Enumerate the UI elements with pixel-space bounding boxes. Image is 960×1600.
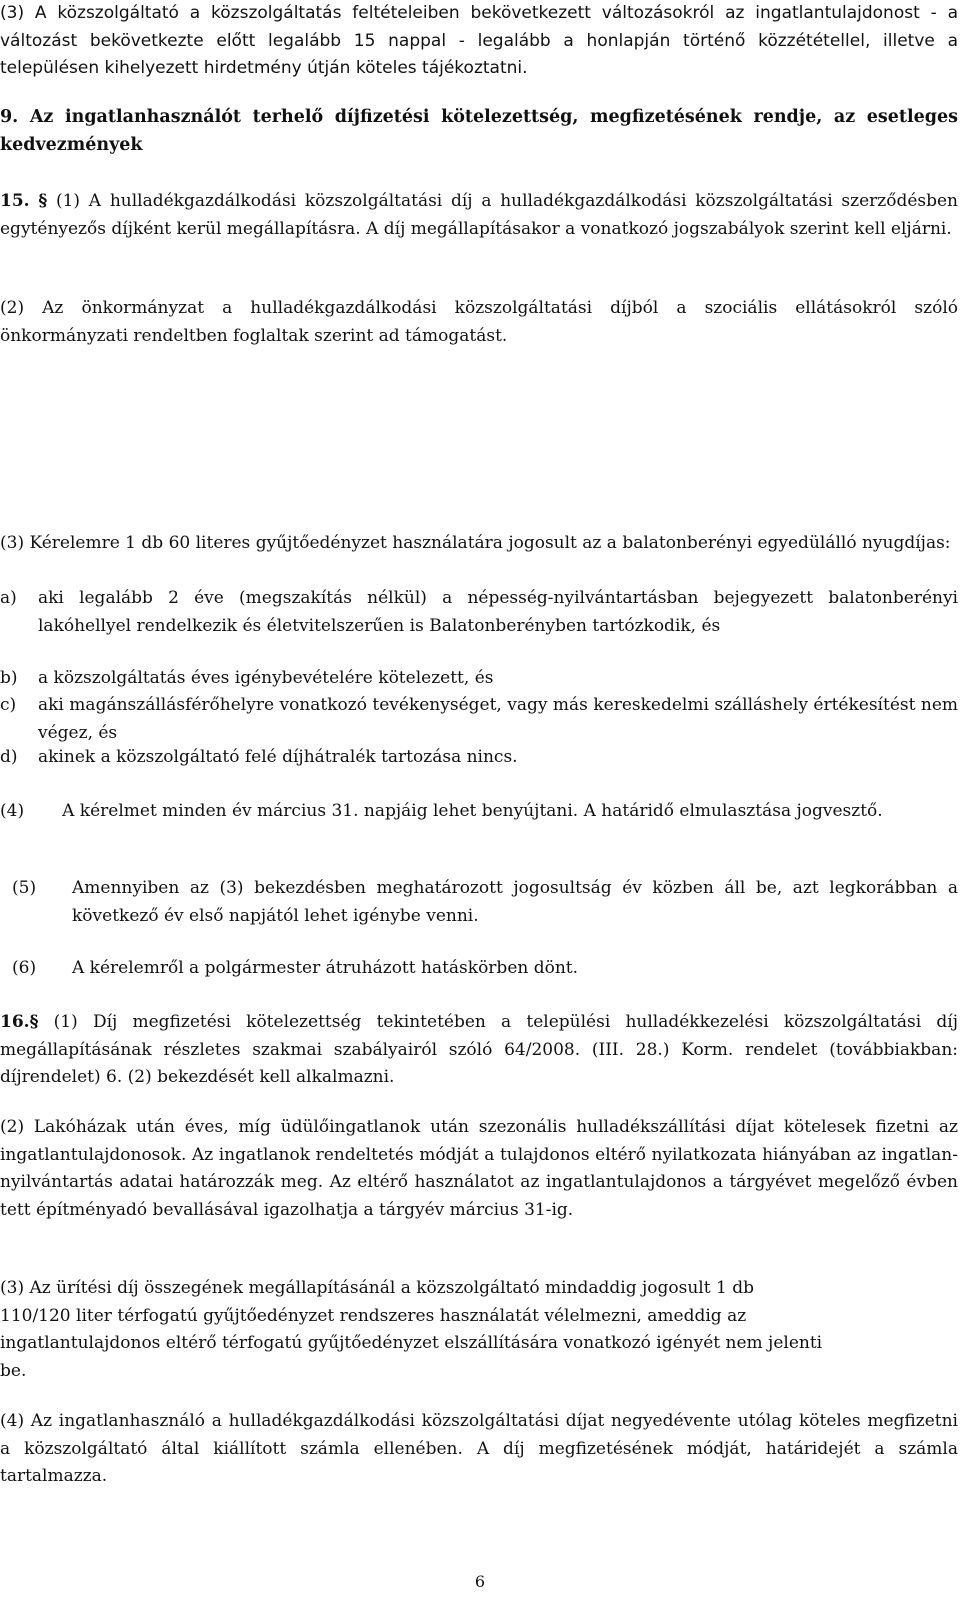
list-item-label: d) xyxy=(0,747,18,767)
par16-p3-line: be. xyxy=(0,1360,27,1381)
list-item-a xyxy=(0,585,958,640)
list-item-d xyxy=(0,744,958,772)
par15-paragraph-4 xyxy=(0,798,958,826)
par15-paragraph-5 xyxy=(12,875,958,930)
par16-p3-line: 110/120 liter térfogatú gyűjtőedényzet rendszeres használatát vélelmezni, ameddig az xyxy=(0,1305,747,1326)
section8-paragraph-3: (3) A közszolgáltató a közszolgáltatás feltételeiben bekövetkezett változásokról az ingatlantulajdonost - a változást bekövetkezte előtt legalább 15 nappal - legalább a honlapján történő közzététellel, illetve a településen kihelyezett hirdetmény útján köteles tájékoztatni. xyxy=(0,3,958,79)
par16-paragraph-4: (4) Az ingatlanhasználó a hulladékgazdálkodási közszolgáltatási díjat negyedévente utólag köteles megfizetni a közszolgáltató által kiállított számla ellenében. A díj megfizetésének módját, határidejét a számla tartalmazza. xyxy=(0,1411,958,1487)
par16-p3-line: ingatlantulajdonos eltérő térfogatú gyűjtőedényzet elszállítására vonatkozó igényét nem jelenti xyxy=(0,1333,823,1354)
par15-p6-text: A kérelemről a polgármester átruházott hatáskörben dönt. xyxy=(72,958,579,978)
page-number: 6 xyxy=(474,1572,486,1591)
list-item-label: b) xyxy=(0,668,18,688)
list-item-text: a közszolgáltatás éves igénybevételére kötelezett, és xyxy=(38,668,494,688)
par15-paragraph-2: (2) Az önkormányzat a hulladékgazdálkodási közszolgáltatási díjból a szociális ellátásokról szóló önkormányzati rendeltben foglaltak szerint ad támogatást. xyxy=(0,298,958,346)
list-item-b xyxy=(0,665,958,693)
par16-sign: § xyxy=(29,1012,39,1032)
par15-sign: § xyxy=(38,191,48,211)
section9-heading: 9. Az ingatlanhasználót terhelő díjfizetési kötelezettség, megfizetésének rendje, az esetleges kedvezmények xyxy=(0,107,958,155)
par15-paragraph-1 xyxy=(0,188,958,243)
par15-p5-label: (5) xyxy=(12,878,37,898)
par16-paragraph-1 xyxy=(0,1009,958,1092)
list-item-text: aki legalább 2 éve (megszakítás nélkül) a népesség-nyilvántartásban bejegyezett balatonberényi lakóhellyel rendelkezik és életvitelszerűen is Balatonberényben tartózkodik, és xyxy=(38,588,958,636)
par16-number: 16. xyxy=(0,1012,30,1032)
par15-p5-text: Amennyiben az (3) bekezdésben meghatározott jogosultság év közben áll be, azt legkorábban a következő év első napjától lehet igénybe venni. xyxy=(72,878,958,926)
par16-paragraph-2: (2) Lakóházak után éves, míg üdülőingatlanok után szezonális hulladékszállítási díjat kötelesek fizetni az ingatlantulajdonosok. Az ingatlanok rendeltetés módját a tulajdonos eltérő nyilatkozata hiányában az ingatlan-nyilvántartás adatai határozzák meg. Az eltérő használatot az ingatlantulajdonos a tárgyévet megelőző évben tett építményadó bevallásával igazolhatja a tárgyév március 31-ig. xyxy=(0,1117,958,1220)
list-item-label: a) xyxy=(0,588,17,608)
par15-p4-text: A kérelmet minden év március 31. napjáig lehet benyújtani. A határidő elmulasztása jogvesztő. xyxy=(62,801,883,821)
par16-paragraph-3 xyxy=(0,1275,958,1385)
list-item-text: aki magánszállásférőhelyre vonatkozó tevékenységet, vagy más kereskedelmi szálláshely értékesítést nem végez, és xyxy=(38,695,958,743)
par15-p1-text: (1) A hulladékgazdálkodási közszolgáltatási díj a hulladékgazdálkodási közszolgáltatási szerződésben egytényezős díjként kerül megállapításra. A díj megállapításakor a vonatkozó jogszabályok szerint kell eljárni. xyxy=(0,191,959,239)
list-item-c xyxy=(0,692,958,747)
par16-p3-line: (3) Az ürítési díj összegének megállapításánál a közszolgáltató mindaddig jogosult 1 db xyxy=(0,1278,754,1298)
par15-number: 15. xyxy=(0,191,30,211)
par16-p1-text: (1) Díj megfizetési kötelezettség tekintetében a települési hulladékkezelési közszolgáltatási díj megállapításának részletes szakmai szabályairól szóló 64/2008. (III. 28.) Korm. rendelet (továbbiakban: díjrendelet) 6. (2) bekezdését kell alkalmazni. xyxy=(0,1012,959,1088)
par15-paragraph-3-intro: (3) Kérelemre 1 db 60 literes gyűjtőedényzet használatára jogosult az a balatonberényi egyedülálló nyugdíjas: xyxy=(0,533,951,553)
par15-p6-label: (6) xyxy=(12,958,37,978)
par15-paragraph-6 xyxy=(12,955,958,983)
list-item-text: akinek a közszolgáltató felé díjhátralék tartozása nincs. xyxy=(38,747,518,767)
par15-p4-label: (4) xyxy=(0,801,25,821)
list-item-label: c) xyxy=(0,695,17,715)
